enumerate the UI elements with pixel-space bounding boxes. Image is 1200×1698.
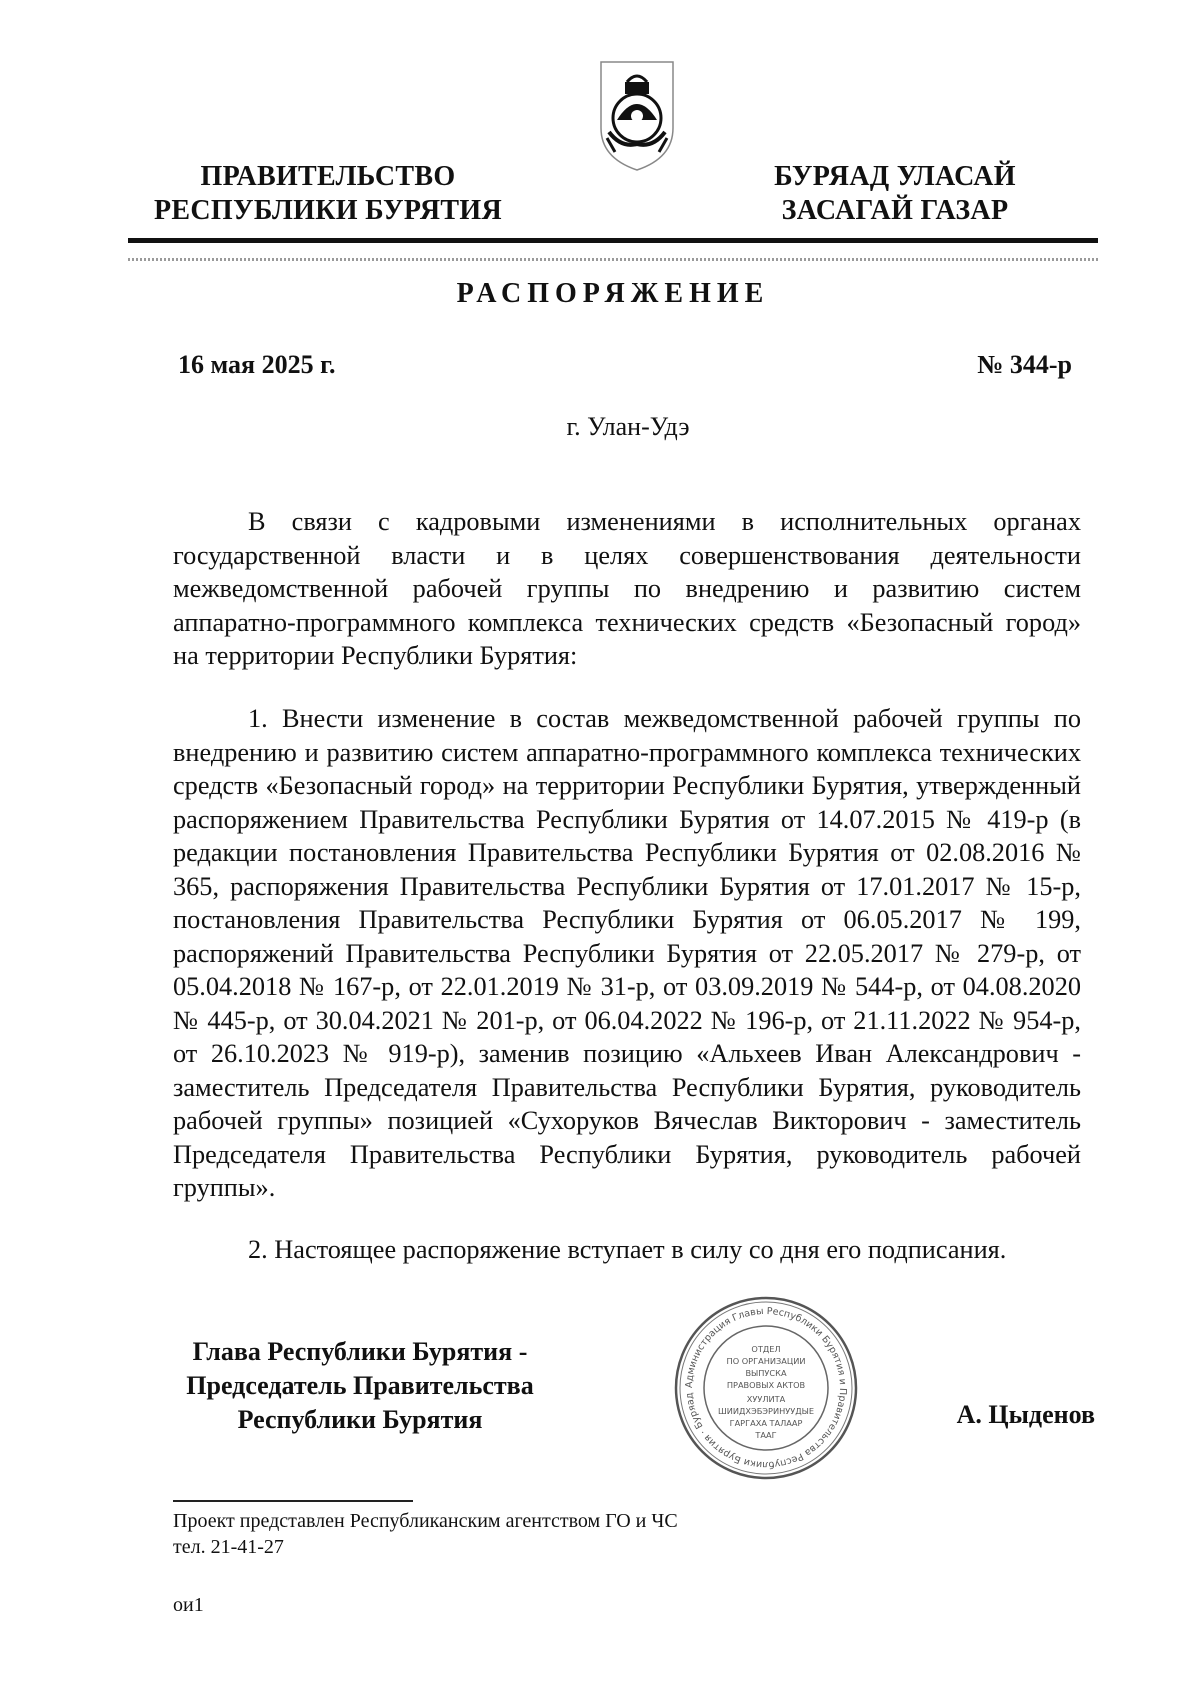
svg-text:ВЫПУСКА: ВЫПУСКА	[745, 1368, 787, 1378]
svg-text:ХУУЛИТА: ХУУЛИТА	[746, 1394, 786, 1404]
svg-text:ГАРГАХА ТАЛААР: ГАРГАХА ТАЛААР	[729, 1418, 803, 1428]
footer-doc-code: ои1	[173, 1594, 204, 1616]
org-name-buryat	[712, 160, 1078, 228]
footer-phone: тел. 21-41-27	[173, 1536, 284, 1558]
org-name-russian-line2: РЕСПУБЛИКИ БУРЯТИЯ	[154, 195, 502, 226]
org-name-russian	[138, 160, 518, 228]
official-seal-stamp	[672, 1294, 860, 1482]
document-date: 16 мая 2025 г.	[178, 350, 336, 379]
header-divider	[128, 238, 1098, 243]
preamble-paragraph: В связи с кадровыми изменениями в исполнительных органах государственной власти и в целях совершенствования деятельности межведомственной рабочей группы по внедрению и развитию систем аппаратно-программного комплекса технических средств «Безопасный город» на территории Республики Бурятия:	[173, 507, 1081, 670]
svg-text:ПО ОРГАНИЗАЦИИ: ПО ОРГАНИЗАЦИИ	[726, 1356, 806, 1366]
footer-divider	[173, 1500, 413, 1502]
document-city: г. Улан-Удэ	[566, 412, 690, 441]
seal-outer-text: Администрация Главы Республики Бурятия и Правительства Республики Бурятия · Буряад	[683, 1305, 849, 1471]
signatory-position	[150, 1335, 570, 1437]
org-name-buryat-line1: БУРЯАД УЛАСАЙ	[774, 161, 1016, 192]
header-divider-dotted	[128, 258, 1098, 261]
svg-text:ТААГ: ТААГ	[755, 1430, 777, 1440]
signatory-name: А. Цыденов	[956, 1400, 1095, 1429]
svg-text:ПРАВОВЫХ АКТОВ: ПРАВОВЫХ АКТОВ	[726, 1380, 806, 1390]
org-name-russian-line1: ПРАВИТЕЛЬСТВО	[200, 161, 456, 192]
signatory-position-line1: Глава Республики Бурятия -	[192, 1337, 528, 1366]
svg-text:ШИИДХЭБЭРИНУУДЫЕ: ШИИДХЭБЭРИНУУДЫЕ	[717, 1406, 815, 1416]
document-title: РАСПОРЯЖЕНИЕ	[456, 278, 770, 309]
coat-of-arms-icon	[597, 58, 677, 173]
footer-project-note: Проект представлен Республиканским агентством ГО и ЧС	[173, 1510, 678, 1532]
signatory-position-line2: Председатель Правительства	[186, 1371, 534, 1400]
svg-text:ОТДЕЛ: ОТДЕЛ	[751, 1344, 781, 1354]
item-1-paragraph: 1. Внести изменение в состав межведомственной рабочей группы по внедрению и развитию систем аппаратно-программного комплекса технических средств «Безопасный город» на территории Республики Бурятия, утвержденный распоряжением Правительства Республики Бурятия от 14.07.2015 № 419-р (в редакции постановления Правительства Республики Бурятия от 02.08.2016 № 365, распоряжения Правительства Республики Бурятия от 17.01.2017 № 15-р, постановления Правительства Республики Бурятия от 06.05.2017 № 199, распоряжений Правительства Республики Бурятия от 22.05.2017 № 279-р, от 05.04.2018 № 167-р, от 22.01.2019 № 31-р, от 03.09.2019 № 544-р, от 04.08.2020 № 445-р, от 30.04.2021 № 201-р, от 06.04.2022 № 196-р, от 21.11.2022 № 954-р, от 26.10.2023 № 919-р), заменив позицию «Альхеев Иван Александрович - заместитель Председателя Правительства Республики Бурятия, руководитель рабочей группы» позицией «Сухоруков Вячеслав Викторович - заместитель Председателя Правительства Республики Бурятия, руководитель рабочей группы».	[173, 704, 1081, 1202]
org-name-buryat-line2: ЗАСАГАЙ ГАЗАР	[781, 195, 1009, 226]
signatory-position-line3: Республики Бурятия	[237, 1405, 483, 1434]
document-number: № 344-р	[977, 350, 1072, 379]
item-2-paragraph: 2. Настоящее распоряжение вступает в силу со дня его подписания.	[248, 1235, 1007, 1264]
